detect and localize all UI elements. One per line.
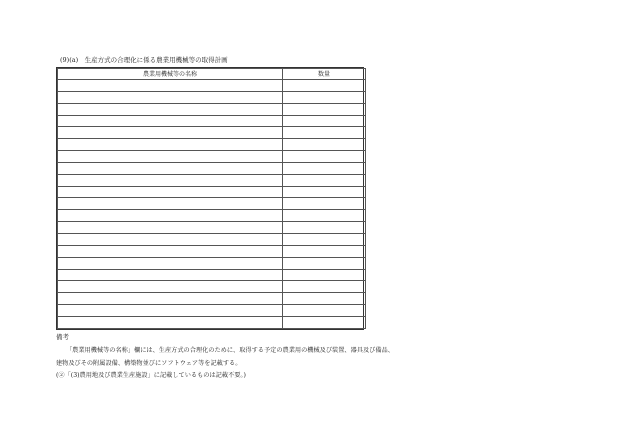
table-row [58,233,366,245]
machine-name-cell[interactable] [58,115,283,127]
quantity-cell[interactable] [283,210,366,222]
remarks-heading: 備考 [56,333,69,341]
table-row [58,281,366,293]
acquisition-plan-table [56,67,364,330]
table-row [58,139,366,151]
table-header-row [58,69,366,80]
machine-name-cell[interactable] [58,281,283,293]
quantity-cell[interactable] [283,269,366,281]
remarks-line-2: 建物及びその附属設備、構築物並びにソフトウェア等を記載する。 [56,360,242,367]
table-row [58,245,366,257]
quantity-cell[interactable] [283,103,366,115]
quantity-cell[interactable] [283,151,366,163]
table-row [58,210,366,222]
table-row [58,162,366,174]
quantity-cell[interactable] [283,80,366,92]
quantity-cell[interactable] [283,316,366,328]
machine-name-cell[interactable] [58,269,283,281]
quantity-cell[interactable] [283,162,366,174]
machine-name-cell[interactable] [58,174,283,186]
section-title: (9)(a) 生産方式の合理化に係る農業用機械等の取得計画 [60,56,228,64]
quantity-cell[interactable] [283,91,366,103]
quantity-cell[interactable] [283,186,366,198]
machine-name-cell[interactable] [58,127,283,139]
machine-name-cell[interactable] [58,222,283,234]
header-quantity: 数量 [283,69,366,80]
quantity-cell[interactable] [283,139,366,151]
acquisition-plan-grid [57,68,366,329]
machine-name-cell[interactable] [58,162,283,174]
quantity-cell[interactable] [283,127,366,139]
table-row [58,293,366,305]
machine-name-cell[interactable] [58,245,283,257]
machine-name-cell[interactable] [58,80,283,92]
quantity-cell[interactable] [283,233,366,245]
machine-name-cell[interactable] [58,210,283,222]
machine-name-cell[interactable] [58,91,283,103]
table-row [58,103,366,115]
table-row [58,127,366,139]
table-row [58,115,366,127]
table-row [58,174,366,186]
quantity-cell[interactable] [283,174,366,186]
remarks-line-1: 「農業用機械等の名称」欄には、生産方式の合理化のために、取得する予定の農業用の機械及び装置、器具及び備品、 [66,347,394,354]
table-row [58,257,366,269]
table-row [58,305,366,317]
table-row [58,222,366,234]
table-row [58,186,366,198]
quantity-cell[interactable] [283,198,366,210]
table-body [58,80,366,329]
machine-name-cell[interactable] [58,186,283,198]
table-row [58,80,366,92]
machine-name-cell[interactable] [58,257,283,269]
table-row [58,151,366,163]
quantity-cell[interactable] [283,293,366,305]
remarks-line-3: (②「(3)農用地及び農業生産施設」に記載しているものは記載不要。) [56,372,246,379]
machine-name-cell[interactable] [58,198,283,210]
header-machine-name: 農業用機械等の名称 [58,69,283,80]
machine-name-cell[interactable] [58,305,283,317]
table-row [58,91,366,103]
machine-name-cell[interactable] [58,151,283,163]
table-row [58,198,366,210]
machine-name-cell[interactable] [58,233,283,245]
machine-name-cell[interactable] [58,293,283,305]
quantity-cell[interactable] [283,305,366,317]
quantity-cell[interactable] [283,222,366,234]
machine-name-cell[interactable] [58,103,283,115]
table-row [58,316,366,328]
machine-name-cell[interactable] [58,139,283,151]
quantity-cell[interactable] [283,115,366,127]
machine-name-cell[interactable] [58,316,283,328]
table-row [58,269,366,281]
quantity-cell[interactable] [283,281,366,293]
quantity-cell[interactable] [283,257,366,269]
quantity-cell[interactable] [283,245,366,257]
